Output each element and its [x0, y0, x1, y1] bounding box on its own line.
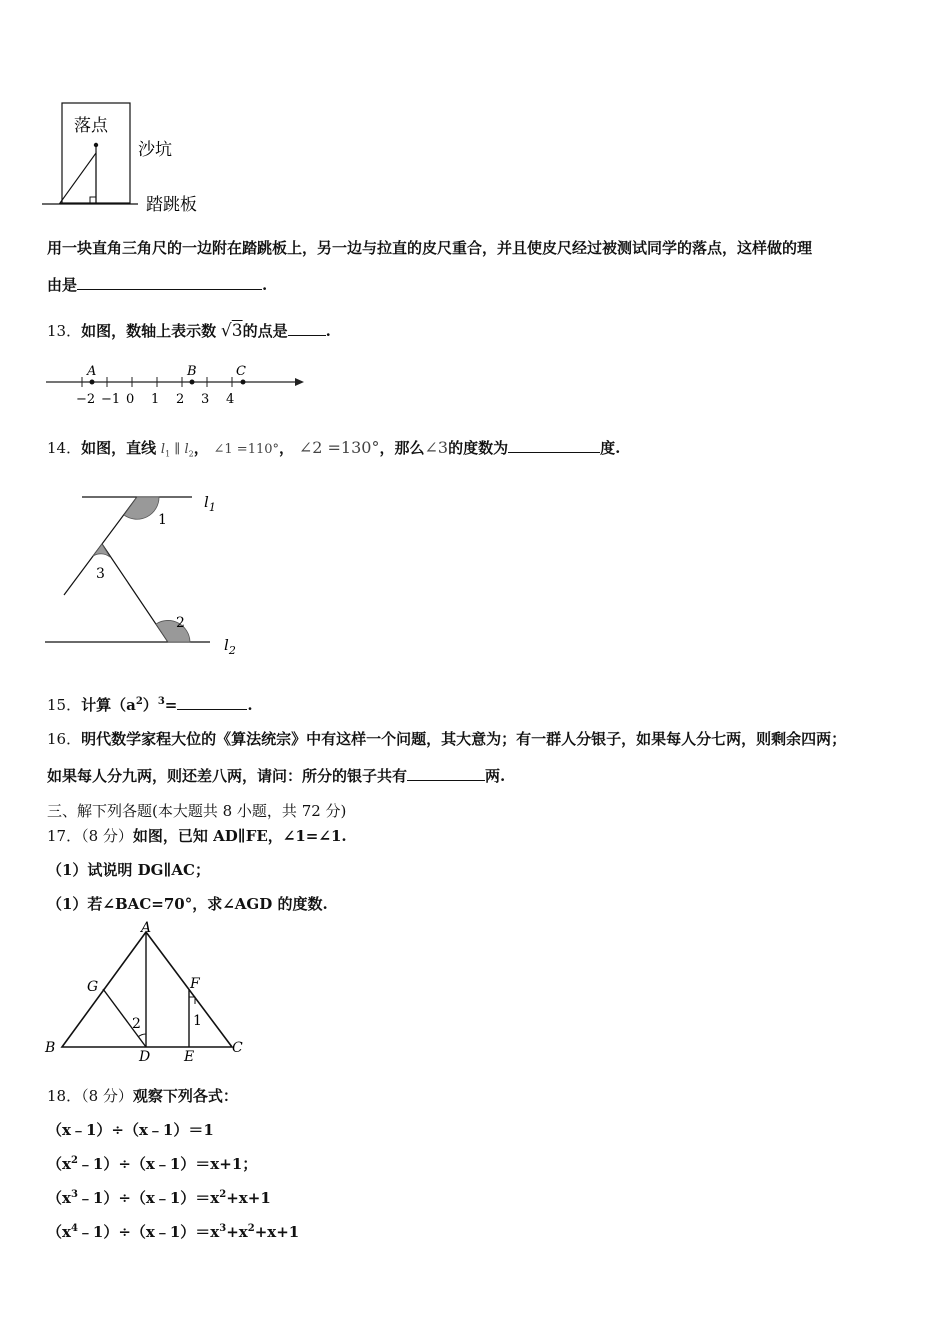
tick-label: 3 [201, 392, 210, 407]
sand-pit-label: 沙坑 [138, 140, 172, 160]
sqrt-icon: √3 [220, 321, 243, 341]
angle-3-label: 3 [96, 566, 105, 582]
q13-text: 13．如图，数轴上表示数 √3的点是 . [47, 321, 331, 341]
angle-2-label: 2 [176, 615, 185, 631]
parallel-lines-figure [40, 482, 250, 662]
number-line-tick-labels [76, 392, 234, 407]
angle-2-mark [138, 1034, 146, 1037]
long-jump-figure [40, 95, 230, 220]
answer-blank[interactable] [288, 321, 326, 336]
label-f: F [190, 976, 200, 992]
tick-label: 0 [126, 392, 135, 407]
tick-label: −2 [76, 392, 96, 407]
point-b [190, 380, 195, 385]
tick-label: 4 [226, 392, 235, 407]
section-heading: 三、解下列各题(本大题共 8 小题，共 72 分) [47, 802, 347, 820]
label-c: C [232, 1040, 243, 1056]
answer-blank[interactable] [407, 766, 485, 781]
label-e: E [184, 1049, 195, 1065]
q18-eq1: （x﹣1）÷（x﹣1）＝1 [47, 1121, 214, 1139]
q18-text: 18．（8 分）观察下列各式： [47, 1087, 238, 1105]
q18-eq3: $(x^3﹣1)\div(x﹣1)=x^2+x+1$ [47, 1189, 271, 1207]
answer-blank[interactable] [77, 275, 262, 290]
q18-eq4: $(x^4﹣1)\div(x﹣1)=x^3+x^2+x+1$ [47, 1223, 300, 1241]
tick-label: 1 [151, 392, 160, 407]
point-a [90, 380, 95, 385]
arrow-icon [295, 378, 304, 386]
q17-sub2: （1）若∠BAC=70°，求∠AGD 的度数. [47, 895, 328, 913]
q16-line1: 16．明代数学家程大位的《算法统宗》中有这样一个问题，其大意为；有一群人分银子，如果每人分七两，则剩余四两； [47, 730, 847, 748]
label-b: B [45, 1040, 56, 1056]
l2-label: $l_2$ [224, 636, 236, 657]
point-c [241, 380, 246, 385]
right-angle-mark [90, 197, 96, 203]
angle-1-mark [189, 997, 195, 1004]
label-d: D [139, 1049, 151, 1065]
number-line-figure [40, 358, 310, 410]
l1-label: $l_1$ [204, 493, 216, 514]
q12-text-line1: 用一块直角三角尺的一边附在踏跳板上，另一边与拉直的皮尺重合，并且使皮尺经过被测试同学的落点，这样做的理 [47, 239, 813, 257]
set-square [60, 153, 96, 203]
q12-text-line2: 由是 . [47, 276, 268, 294]
answer-blank[interactable] [508, 438, 600, 453]
point-a-label: A [87, 364, 97, 379]
q16-line2: 如果每人分九两，则还差八两，请问：所分的银子共有 两. [47, 767, 506, 785]
triangle-figure [40, 920, 255, 1070]
label-a: A [141, 920, 152, 936]
angle-1-mark [124, 497, 159, 519]
q17-text: 17．（8 分）如图，已知 AD∥FE，∠1=∠1. [47, 827, 347, 845]
label-2: 2 [132, 1016, 141, 1032]
label-g: G [87, 979, 99, 995]
point-b-label: B [187, 364, 197, 379]
answer-blank[interactable] [177, 695, 247, 710]
q17-sub1: （1）试说明 DG∥AC； [47, 861, 210, 879]
tick-label: −1 [101, 392, 121, 407]
takeoff-board-label: 踏跳板 [146, 195, 197, 215]
q14-text: 14．如图，直线 $l_1$ ∥ $l_2$， ∠1 =110°， ∠2 =130°，那么∠3的度数为 度. [47, 438, 621, 459]
tick-label: 2 [176, 392, 185, 407]
q18-eq2: $(x^2﹣1)\div(x﹣1)=x+1$； [47, 1155, 258, 1173]
q15-text: 15．计算$(a^2)^3=$ . [47, 696, 253, 714]
point-c-label: C [236, 364, 246, 379]
angle-3-mark [93, 544, 110, 557]
angle-1-label: 1 [158, 512, 167, 528]
landing-label: 落点 [74, 116, 108, 136]
label-1: 1 [193, 1013, 202, 1029]
